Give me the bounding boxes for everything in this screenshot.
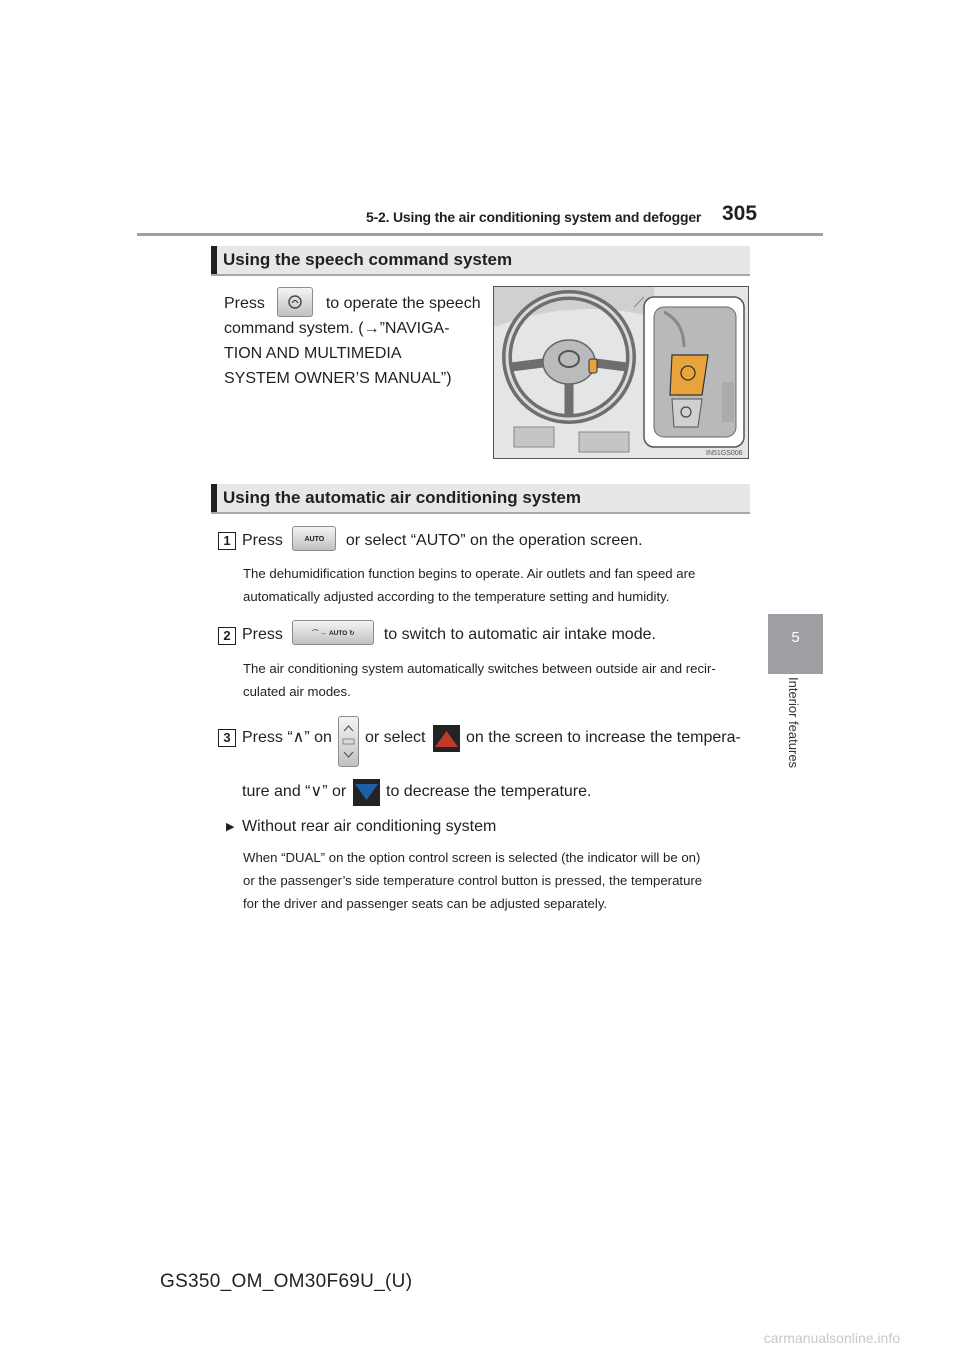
watermark: carmanualsonline.info <box>763 1330 900 1346</box>
talk-switch-icon <box>277 287 313 317</box>
step-2-note-2: culated air modes. <box>243 684 351 699</box>
temperature-switch-icon <box>338 716 359 767</box>
section-heading-speech: Using the speech command system <box>211 246 750 276</box>
header-rule <box>137 233 823 236</box>
auto-button-label: AUTO <box>304 536 325 544</box>
step-3-text-d: ture and “∨” or <box>242 783 347 800</box>
document-code: GS350_OM_OM30F69U_(U) <box>160 1271 413 1292</box>
speech-text: to operate the speech <box>325 295 481 313</box>
air-intake-button-label: AUTO <box>328 630 348 638</box>
sub-heading-no-rear-ac: Without rear air conditioning system <box>242 818 497 835</box>
step-number-1: 1 <box>218 532 236 550</box>
speech-text: Press <box>224 295 265 313</box>
step-1-text <box>242 528 643 554</box>
auto-button-icon <box>292 526 336 551</box>
step-3-text-b: or select <box>365 729 426 746</box>
step-1-note-2: automatically adjusted according to the temperature setting and humidity. <box>243 589 670 604</box>
triangle-bullet-icon: ▶ <box>226 821 235 833</box>
section-heading-auto-ac: Using the automatic air conditioning system <box>211 484 750 514</box>
sub-note-1: When “DUAL” on the option control screen is selected (the indicator will be on) <box>243 850 701 865</box>
step-text: to switch to automatic air intake mode. <box>383 626 656 643</box>
sub-note-2: or the passenger’s side temperature control button is pressed, the temperature <box>243 873 703 888</box>
steering-wheel-illustration <box>493 286 749 459</box>
step-2-text <box>242 622 656 648</box>
step-2-note-1: The air conditioning system automatically switches between outside air and recir- <box>243 661 716 676</box>
step-number-2: 2 <box>218 627 236 645</box>
temp-down-icon <box>353 779 380 806</box>
step-1-note-1: The dehumidification function begins to operate. Air outlets and fan speed are <box>243 566 696 581</box>
step-text: or select “AUTO” on the operation screen. <box>345 532 643 549</box>
step-3-text-c: on the screen to increase the tempera- <box>466 729 741 746</box>
step-3-text-a: Press “∧” on <box>242 729 332 746</box>
chapter-title: Interior features <box>786 677 801 769</box>
chapter-number: 5 <box>791 629 800 646</box>
page-number: 305 <box>722 202 758 225</box>
speech-line-1 <box>224 289 481 319</box>
sub-note-3: for the driver and passenger seats can be adjusted separately. <box>243 896 608 911</box>
step-text: Press <box>242 532 283 549</box>
speech-line-4: SYSTEM OWNER’S MANUAL”) <box>224 370 452 387</box>
speech-line-2: command system. (→”NAVIGA- <box>224 320 450 337</box>
air-intake-button-icon: ⌒→ AUTO ↻ <box>292 620 374 645</box>
step-number-3: 3 <box>218 729 236 747</box>
running-header-title: 5-2. Using the air conditioning system and defogger <box>366 209 702 225</box>
illustration-code: IN51GS006 <box>706 450 743 457</box>
step-3-text-e: to decrease the temperature. <box>386 783 592 800</box>
speech-line-3: TION AND MULTIMEDIA <box>224 345 402 362</box>
temp-up-icon <box>433 725 460 752</box>
step-text: Press <box>242 626 283 643</box>
